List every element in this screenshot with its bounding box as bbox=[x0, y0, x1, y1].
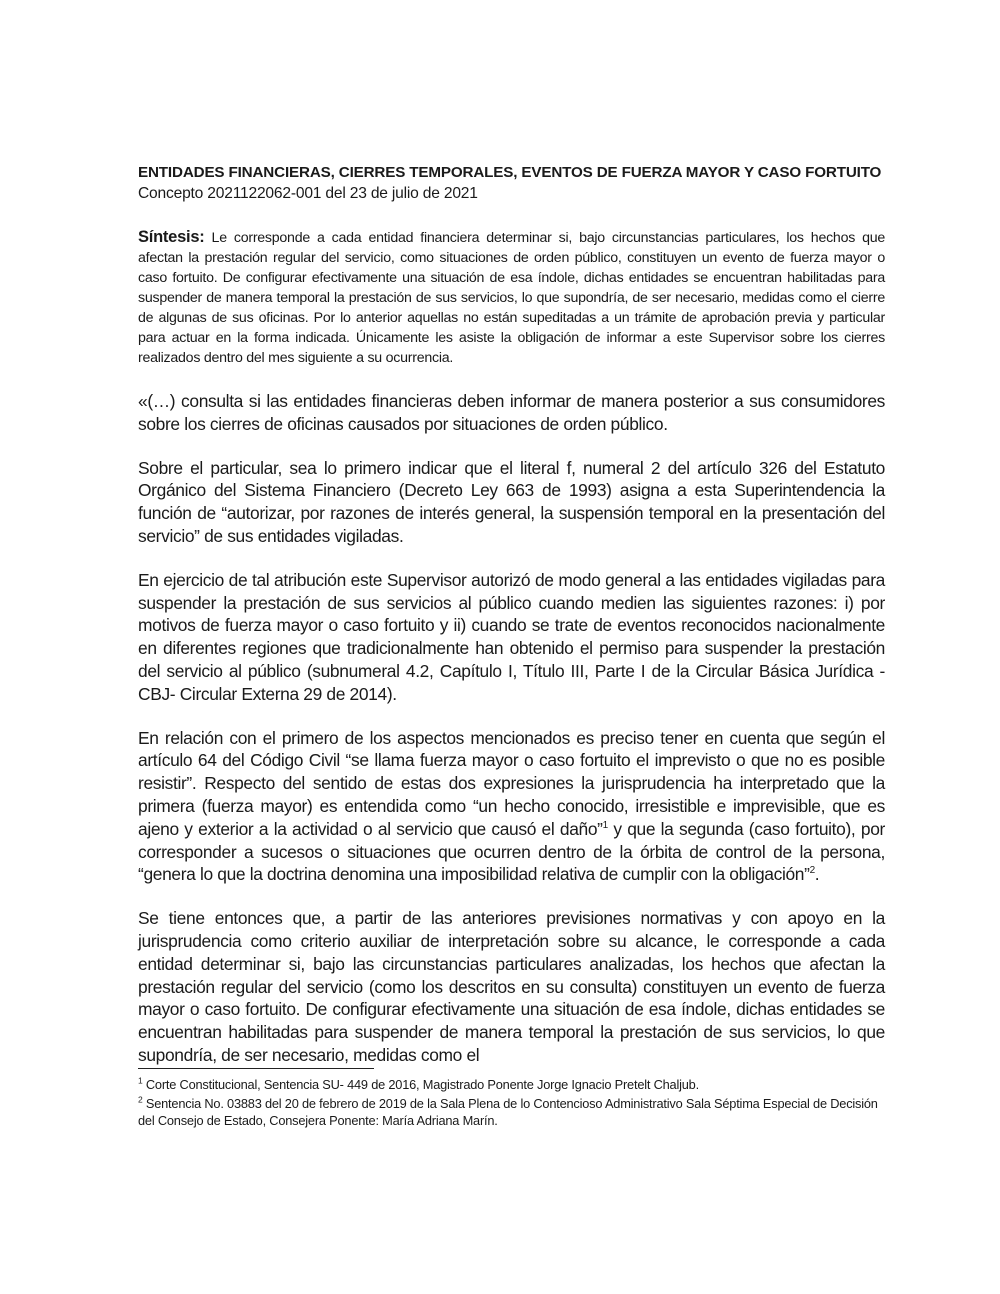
paragraph-force-majeure-part-b: y que la segunda (caso fortuito), por corresponder a sucesos o situaciones que ocurren dentro de la órbita de control de la persona, “genera lo que la doctrina denomina una imposibilidad relativa de cumplir con la obligación” bbox=[138, 818, 885, 885]
paragraph-force-majeure-part-c: . bbox=[814, 864, 820, 885]
footnote-mark-2: 2 bbox=[138, 1094, 143, 1105]
paragraph-authorization: En ejercicio de tal atribución este Supervisor autorizó de modo general a las entidades vigiladas para suspender la prestación de sus servicios al público cuando medien las siguientes razones: i) por motivos de fuerza mayor o caso fortuito y ii) cuando se trate de eventos reconocidos nacionalmente en diferentes regiones que tradicionalmente han obtenido el permiso para suspender la prestación del servicio al público (subnumeral 4.2, Capítulo I, Título III, Parte I de la Circular Básica Jurídica -CBJ- Circular Externa 29 de 2014). bbox=[138, 569, 885, 704]
footnote-text-1: Corte Constitucional, Sentencia SU- 449 de 2016, Magistrado Ponente Jorge Ignacio Pretelt Chaljub. bbox=[142, 1077, 699, 1092]
document-title: ENTIDADES FINANCIERAS, CIERRES TEMPORALES, EVENTOS DE FUERZA MAYOR Y CASO FORTUITO bbox=[138, 164, 882, 181]
concept-reference: Concepto 2021122062-001 del 23 de julio de 2021 bbox=[138, 185, 478, 202]
footnote-ref-2[interactable]: 2 bbox=[809, 865, 815, 877]
footnote-ref-1[interactable]: 1 bbox=[602, 819, 608, 831]
document-body bbox=[138, 163, 885, 1088]
footnote-1 bbox=[138, 1076, 885, 1094]
footnote-mark-1: 1 bbox=[138, 1075, 143, 1086]
synthesis-label: Síntesis: bbox=[138, 228, 205, 246]
footnote-2 bbox=[138, 1095, 885, 1130]
paragraph-legal-basis: Sobre el particular, sea lo primero indicar que el literal f, numeral 2 del artículo 326 del Estatuto Orgánico del Sistema Financiero (Decreto Ley 663 de 1993) asigna a esta Superintendencia la función de “autorizar, por razones de interés general, la suspensión temporal en la presentación del servicio” de sus entidades vigiladas. bbox=[138, 457, 885, 546]
footnote-divider bbox=[138, 1068, 374, 1069]
footnote-text-2: Sentencia No. 03883 del 20 de febrero de 2019 de la Sala Plena de lo Contencioso Administrativo Sala Séptima Especial de Decisión del Consejo de Estado, Consejera Ponente: María Adriana Marín. bbox=[138, 1095, 878, 1128]
synthesis-text: Le corresponde a cada entidad financiera determinar si, bajo circunstancias particulares, los hechos que afectan la prestación regular del servicio, como situaciones de orden público, constituyen un evento de fuerza mayor o caso fortuito. De configurar efectivamente una situación de esa índole, dichas entidades se encuentran habilitadas para suspender de manera temporal la prestación de sus servicios, lo que supondría, de ser necesario, medidas como el cierre de algunas de sus oficinas. Por lo anterior aquellas no están supeditadas a un trámite de aprobación previa y particular para actuar en la forma indicada. Únicamente les asiste la obligación de informar a este Supervisor sobre los cierres realizados dentro del mes siguiente a su ocurrencia. bbox=[138, 230, 885, 366]
paragraph-force-majeure-part-a: En relación con el primero de los aspectos mencionados es preciso tener en cuenta que según el artículo 64 del Código Civil “se llama fuerza mayor o caso fortuito el imprevisto o que no es posible resistir”. Respecto del sentido de estas dos expresiones la jurisprudencia ha interpretado que la primera (fuerza mayor) es entendida como “un hecho conocido, irresistible e imprevisible, que es ajeno y exterior a la actividad o al servicio que causó el daño” bbox=[138, 727, 885, 839]
paragraph-force-majeure bbox=[138, 727, 885, 887]
paragraph-conclusion: Se tiene entonces que, a partir de las anteriores previsiones normativas y con apoyo en la jurisprudencia como criterio auxiliar de interpretación sobre su alcance, le corresponde a cada entidad determinar si, bajo las circunstancias particulares analizadas, los hechos que afectan la prestación regular del servicio (como los descritos en su consulta) constituyen un evento de fuerza mayor o caso fortuito. De configurar efectivamente una situación de esa índole, dichas entidades se encuentran habilitadas para suspender de manera temporal la prestación de sus servicios, lo que supondría, de ser necesario, medidas como el bbox=[138, 908, 885, 1065]
synthesis-paragraph bbox=[138, 227, 885, 368]
paragraph-query: «(…) consulta si las entidades financieras deben informar de manera posterior a sus consumidores sobre los cierres de oficinas causados por situaciones de orden público. bbox=[138, 391, 885, 434]
footnotes-section bbox=[138, 1076, 885, 1131]
